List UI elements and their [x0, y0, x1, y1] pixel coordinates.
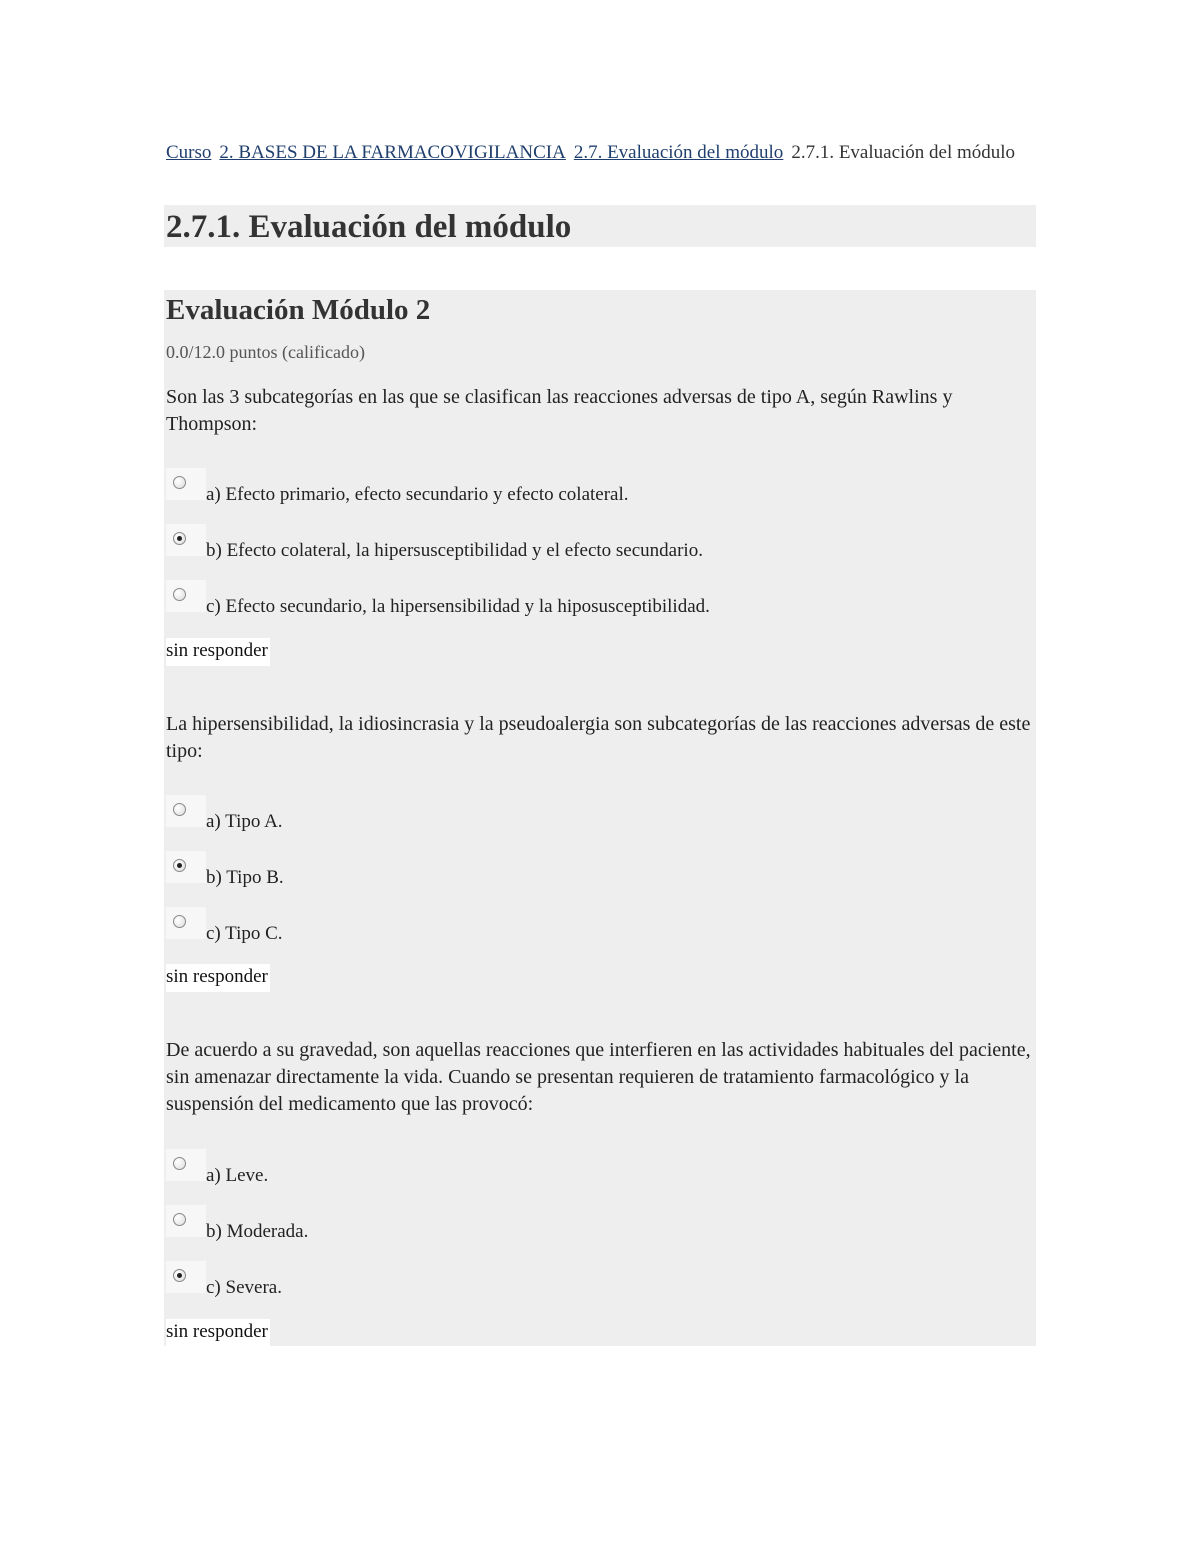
option-label: c) Severa. [206, 1277, 282, 1298]
question-1-text: Son las 3 subcategorías en las que se clasifican las reacciones adversas de tipo A, según Rawlins y Thompson: [166, 386, 953, 435]
evaluation-panel [164, 290, 1036, 1346]
question-2-option-b[interactable] [166, 851, 866, 891]
radio-box[interactable] [166, 468, 206, 500]
page-title-bar [164, 205, 1036, 247]
option-label: c) Tipo C. [206, 923, 283, 944]
radio-button-q2-a[interactable] [173, 803, 186, 816]
breadcrumb-link-section[interactable]: 2. BASES DE LA FARMACOVIGILANCIA [219, 142, 566, 163]
radio-box[interactable] [166, 524, 206, 556]
radio-box[interactable] [166, 795, 206, 827]
option-label: a) Tipo A. [206, 811, 283, 832]
radio-box[interactable] [166, 1261, 206, 1293]
radio-box[interactable] [166, 1205, 206, 1237]
question-1-option-c[interactable] [166, 580, 866, 620]
question-3-option-a[interactable] [166, 1149, 866, 1189]
question-1-option-b[interactable] [166, 524, 866, 564]
evaluation-title: Evaluación Módulo 2 [166, 294, 431, 326]
radio-button-q1-b[interactable] [173, 532, 186, 545]
option-label: b) Efecto colateral, la hipersusceptibilidad y el efecto secundario. [206, 540, 703, 561]
option-label: b) Moderada. [206, 1221, 309, 1242]
page-title: 2.7.1. Evaluación del módulo [166, 209, 572, 245]
radio-button-q3-a[interactable] [173, 1157, 186, 1170]
breadcrumb-link-subsection[interactable]: 2.7. Evaluación del módulo [573, 142, 784, 163]
radio-button-q2-b[interactable] [173, 859, 186, 872]
radio-button-q3-b[interactable] [173, 1213, 186, 1226]
question-1-option-a[interactable] [166, 468, 866, 508]
radio-box[interactable] [166, 580, 206, 612]
radio-button-q3-c[interactable] [173, 1269, 186, 1282]
radio-box[interactable] [166, 907, 206, 939]
radio-button-q1-c[interactable] [173, 588, 186, 601]
question-3-status: sin responder [166, 1319, 270, 1347]
question-3-option-c[interactable] [166, 1261, 866, 1301]
breadcrumb-link-course[interactable]: Curso [166, 142, 212, 163]
option-label: a) Leve. [206, 1165, 269, 1186]
radio-box[interactable] [166, 851, 206, 883]
option-label: a) Efecto primario, efecto secundario y efecto colateral. [206, 484, 629, 505]
question-2-option-a[interactable] [166, 795, 866, 835]
question-3-text: De acuerdo a su gravedad, son aquellas reacciones que interfieren en las actividades habituales del paciente, sin amenazar directamente la vida. Cuando se presentan requieren de tratamiento farmacológico y la suspensión del medicamento que las provocó: [166, 1039, 1031, 1115]
question-2-option-c[interactable] [166, 907, 866, 947]
breadcrumb [166, 140, 1036, 166]
radio-button-q1-a[interactable] [173, 476, 186, 489]
radio-box[interactable] [166, 1149, 206, 1181]
question-1-status: sin responder [166, 638, 270, 666]
question-3-option-b[interactable] [166, 1205, 866, 1245]
option-label: c) Efecto secundario, la hipersensibilidad y la hiposusceptibilidad. [206, 596, 710, 617]
score-text: 0.0/12.0 puntos (calificado) [166, 342, 365, 362]
breadcrumb-current: 2.7.1. Evaluación del módulo [791, 142, 1016, 163]
question-2-text: La hipersensibilidad, la idiosincrasia y la pseudoalergia son subcategorías de las reacciones adversas de este tipo: [166, 713, 1031, 762]
option-label: b) Tipo B. [206, 867, 284, 888]
question-2-status: sin responder [166, 964, 270, 992]
radio-button-q2-c[interactable] [173, 915, 186, 928]
